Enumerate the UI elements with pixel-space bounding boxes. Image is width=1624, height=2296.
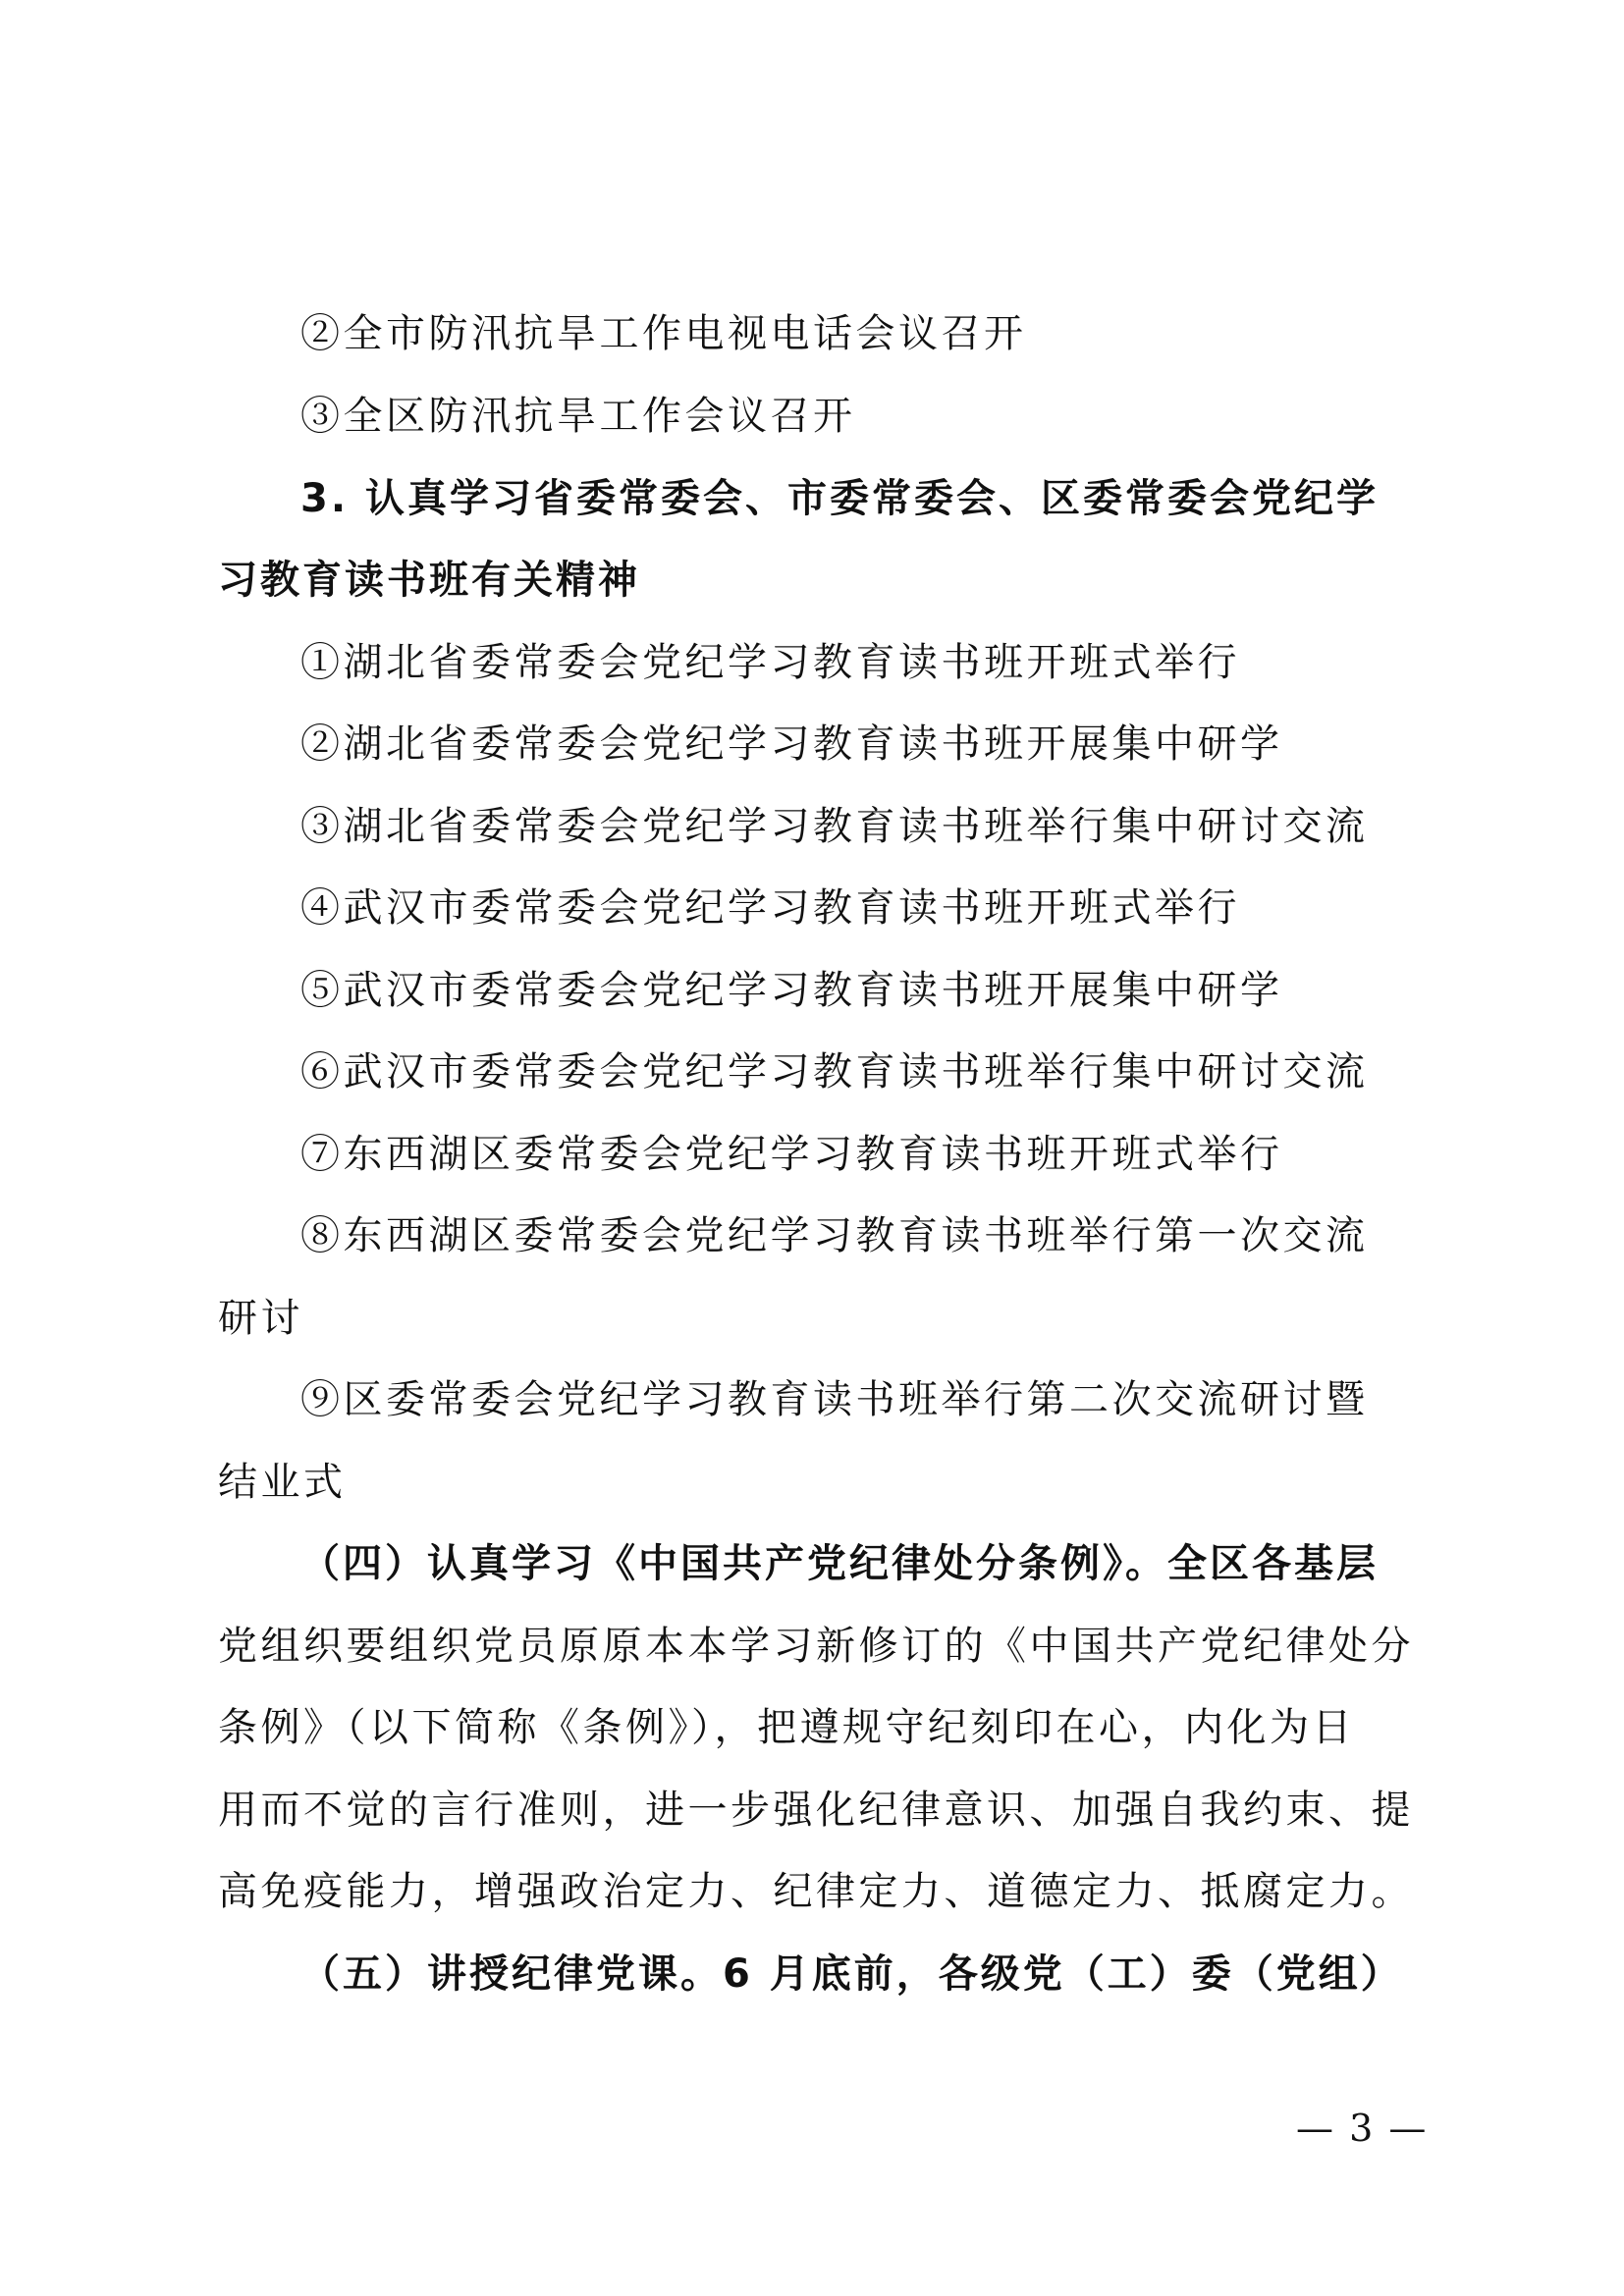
list-item: ⑥武汉市委常委会党纪学习教育读书班举行集中研讨交流 [300, 1049, 1369, 1095]
list-item-continued: 研讨 [218, 1296, 303, 1341]
list-item: ⑤武汉市委常委会党纪学习教育读书班开展集中研学 [300, 968, 1283, 1013]
list-item-continued: 结业式 [218, 1460, 347, 1505]
paragraph-heading-four: （四）认真学习《中国共产党纪律处分条例》。全区各基层 [300, 1541, 1379, 1586]
page-number: — 3 — [1296, 2107, 1429, 2150]
paragraph-heading-five: （五）讲授纪律党课。6 月底前，各级党（工）委（党组） [300, 1951, 1403, 1997]
body-line: ③全区防汛抗旱工作会议召开 [300, 394, 856, 439]
list-item: ⑨区委常委会党纪学习教育读书班举行第二次交流研讨暨 [300, 1377, 1369, 1422]
section-heading-continued: 习教育读书班有关精神 [218, 558, 640, 603]
list-item: ②湖北省委常委会党纪学习教育读书班开展集中研学 [300, 721, 1283, 767]
paragraph-line: 党组织要组织党员原原本本学习新修订的《中国共产党纪律处分 [218, 1624, 1414, 1669]
paragraph-line: 高免疫能力，增强政治定力、纪律定力、道德定力、抵腐定力。 [218, 1869, 1414, 1914]
list-item: ⑦东西湖区委常委会党纪学习教育读书班开班式举行 [300, 1132, 1283, 1177]
body-line: ②全市防汛抗旱工作电视电话会议召开 [300, 311, 1027, 356]
list-item: ④武汉市委常委会党纪学习教育读书班开班式举行 [300, 885, 1240, 931]
list-item: ①湖北省委常委会党纪学习教育读书班开班式举行 [300, 640, 1240, 685]
paragraph-line: 用而不觉的言行准则，进一步强化纪律意识、加强自我约束、提 [218, 1788, 1414, 1833]
section-heading: 3. 认真学习省委常委会、市委常委会、区委常委会党纪学 [300, 476, 1379, 521]
list-item: ③湖北省委常委会党纪学习教育读书班举行集中研讨交流 [300, 804, 1369, 849]
list-item: ⑧东西湖区委常委会党纪学习教育读书班举行第一次交流 [300, 1213, 1369, 1258]
paragraph-line: 条例》（以下简称《条例》），把遵规守纪刻印在心，内化为日 [218, 1705, 1355, 1750]
